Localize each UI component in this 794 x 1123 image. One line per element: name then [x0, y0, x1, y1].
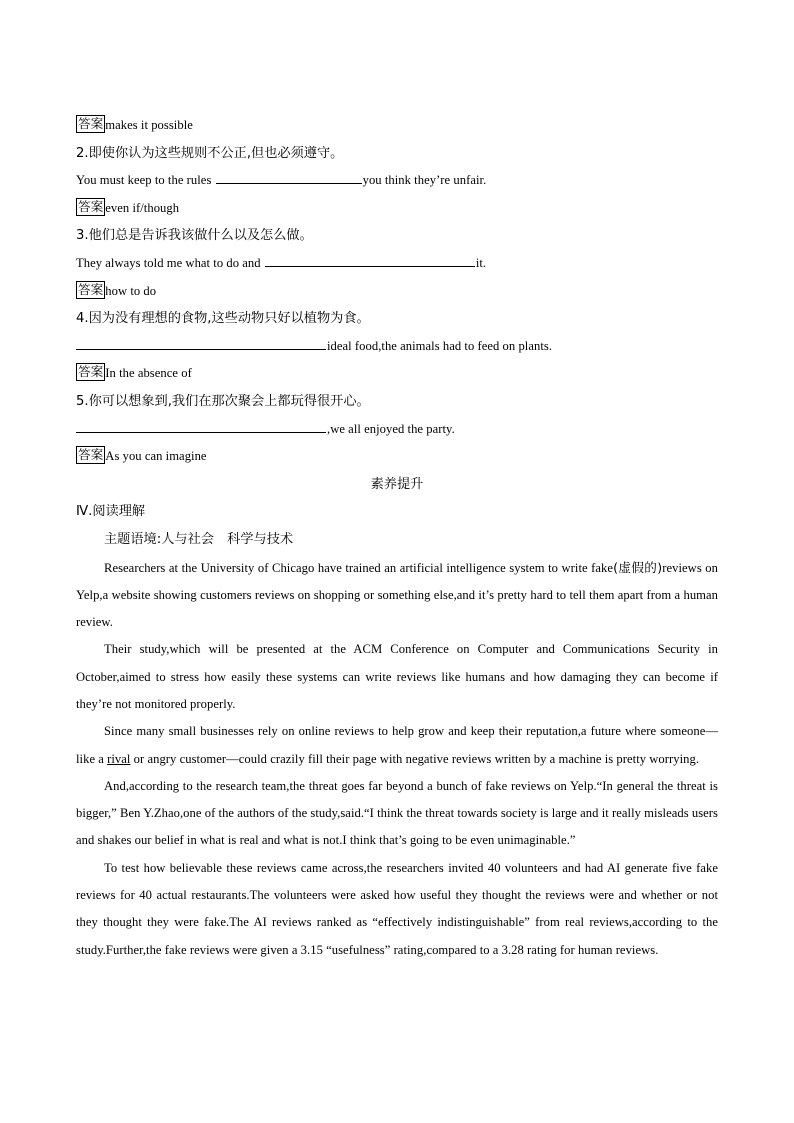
answer-label: 答案 [78, 281, 104, 297]
question-en-after: it. [475, 255, 487, 270]
question-en-5 [76, 416, 718, 444]
paragraph-text: reviews on Yelp,a website showing customers reviews on shopping or something else,and it’s pretty hard to tell them apart from a human review. [76, 560, 718, 630]
underlined-word: rival [107, 751, 131, 766]
question-cn-3: 3.他们总是告诉我该做什么以及怎么做。 [76, 228, 313, 244]
passage-paragraph-4: And,according to the research team,the threat goes far beyond a bunch of fake reviews on Yelp.“In general the threat is bigger,” Ben Y.Zhao,one of the authors of the study,said.“I think the threat towards society is large and it really misleads users and shakes our belief in what is real and what is not.I think that’s going to be even unimaginable.” [76, 778, 718, 848]
question-en-before: They always told me what to do and [76, 255, 264, 270]
question-en-after: ideal food,the animals had to feed on plants. [327, 338, 553, 353]
answer-line-3 [76, 278, 718, 306]
answer-blank [76, 420, 326, 433]
answer-line-2 [76, 195, 718, 223]
answer-blank [216, 171, 362, 184]
answer-blank [76, 337, 326, 350]
question-en-after: you think they’re unfair. [362, 173, 487, 188]
answer-label: 答案 [78, 364, 104, 380]
gloss-text: (虚假的) [613, 559, 663, 575]
answer-label: 答案 [78, 116, 104, 131]
paragraph-text: or angry customer—could crazily fill their page with negative reviews written by a machine is pretty worrying. [130, 751, 700, 766]
answer-text: As you can imagine [105, 449, 207, 464]
part-heading: Ⅳ.阅读理解 [76, 504, 146, 520]
passage-paragraph-3 [76, 718, 718, 773]
answer-text: In the absence of [105, 366, 192, 381]
paragraph-text: Since many small businesses rely on online reviews to help grow and keep their reputation,a future where someone—like a [76, 724, 718, 766]
passage-paragraph-2: Their study,which will be presented at the ACM Conference on Computer and Communications Security in October,aimed to stress how easily these systems can write reviews like humans and how damaging they can become if they’re not monitored properly. [76, 642, 718, 711]
question-en-before: You must keep to the rules [76, 173, 215, 188]
answer-line-4 [76, 360, 718, 388]
question-en-2 [76, 167, 718, 195]
paragraph-text: Researchers at the University of Chicago have trained an artificial intelligence system to write fake [104, 560, 614, 575]
question-en-after: ,we all enjoyed the party. [327, 421, 455, 436]
question-cn-5: 5.你可以想象到,我们在那次聚会上都玩得很开心。 [76, 393, 370, 409]
answer-line-1 [76, 112, 718, 140]
answer-text: how to do [105, 283, 157, 298]
answer-blank [265, 254, 475, 267]
answer-text: makes it possible [105, 118, 193, 132]
question-en-3 [76, 250, 718, 278]
answer-label: 答案 [78, 198, 104, 214]
answer-line-5 [76, 443, 718, 471]
question-en-4 [76, 333, 718, 361]
question-cn-2: 2.即使你认为这些规则不公正,但也必须遵守。 [76, 145, 344, 161]
passage-paragraph-5: To test how believable these reviews came across,the researchers invited 40 volunteers and had AI generate five fake reviews for 40 actual restaurants.The volunteers were asked how useful they thought the reviews were and whether or not they thought they were fake.The AI reviews ranked as “effectively indistinguishable” from real reviews,according to the study.Further,the fake reviews were given a 3.15 “usefulness” rating,compared to a 3.28 rating for human reviews. [76, 860, 718, 957]
answer-text: even if/though [105, 200, 180, 215]
answer-label: 答案 [78, 447, 104, 463]
section-title: 素养提升 [370, 476, 424, 492]
passage-paragraph-1 [76, 554, 718, 637]
question-cn-4: 4.因为没有理想的食物,这些动物只好以植物为食。 [76, 311, 370, 327]
theme-line: 主题语境:人与社会 科学与技术 [104, 531, 294, 547]
